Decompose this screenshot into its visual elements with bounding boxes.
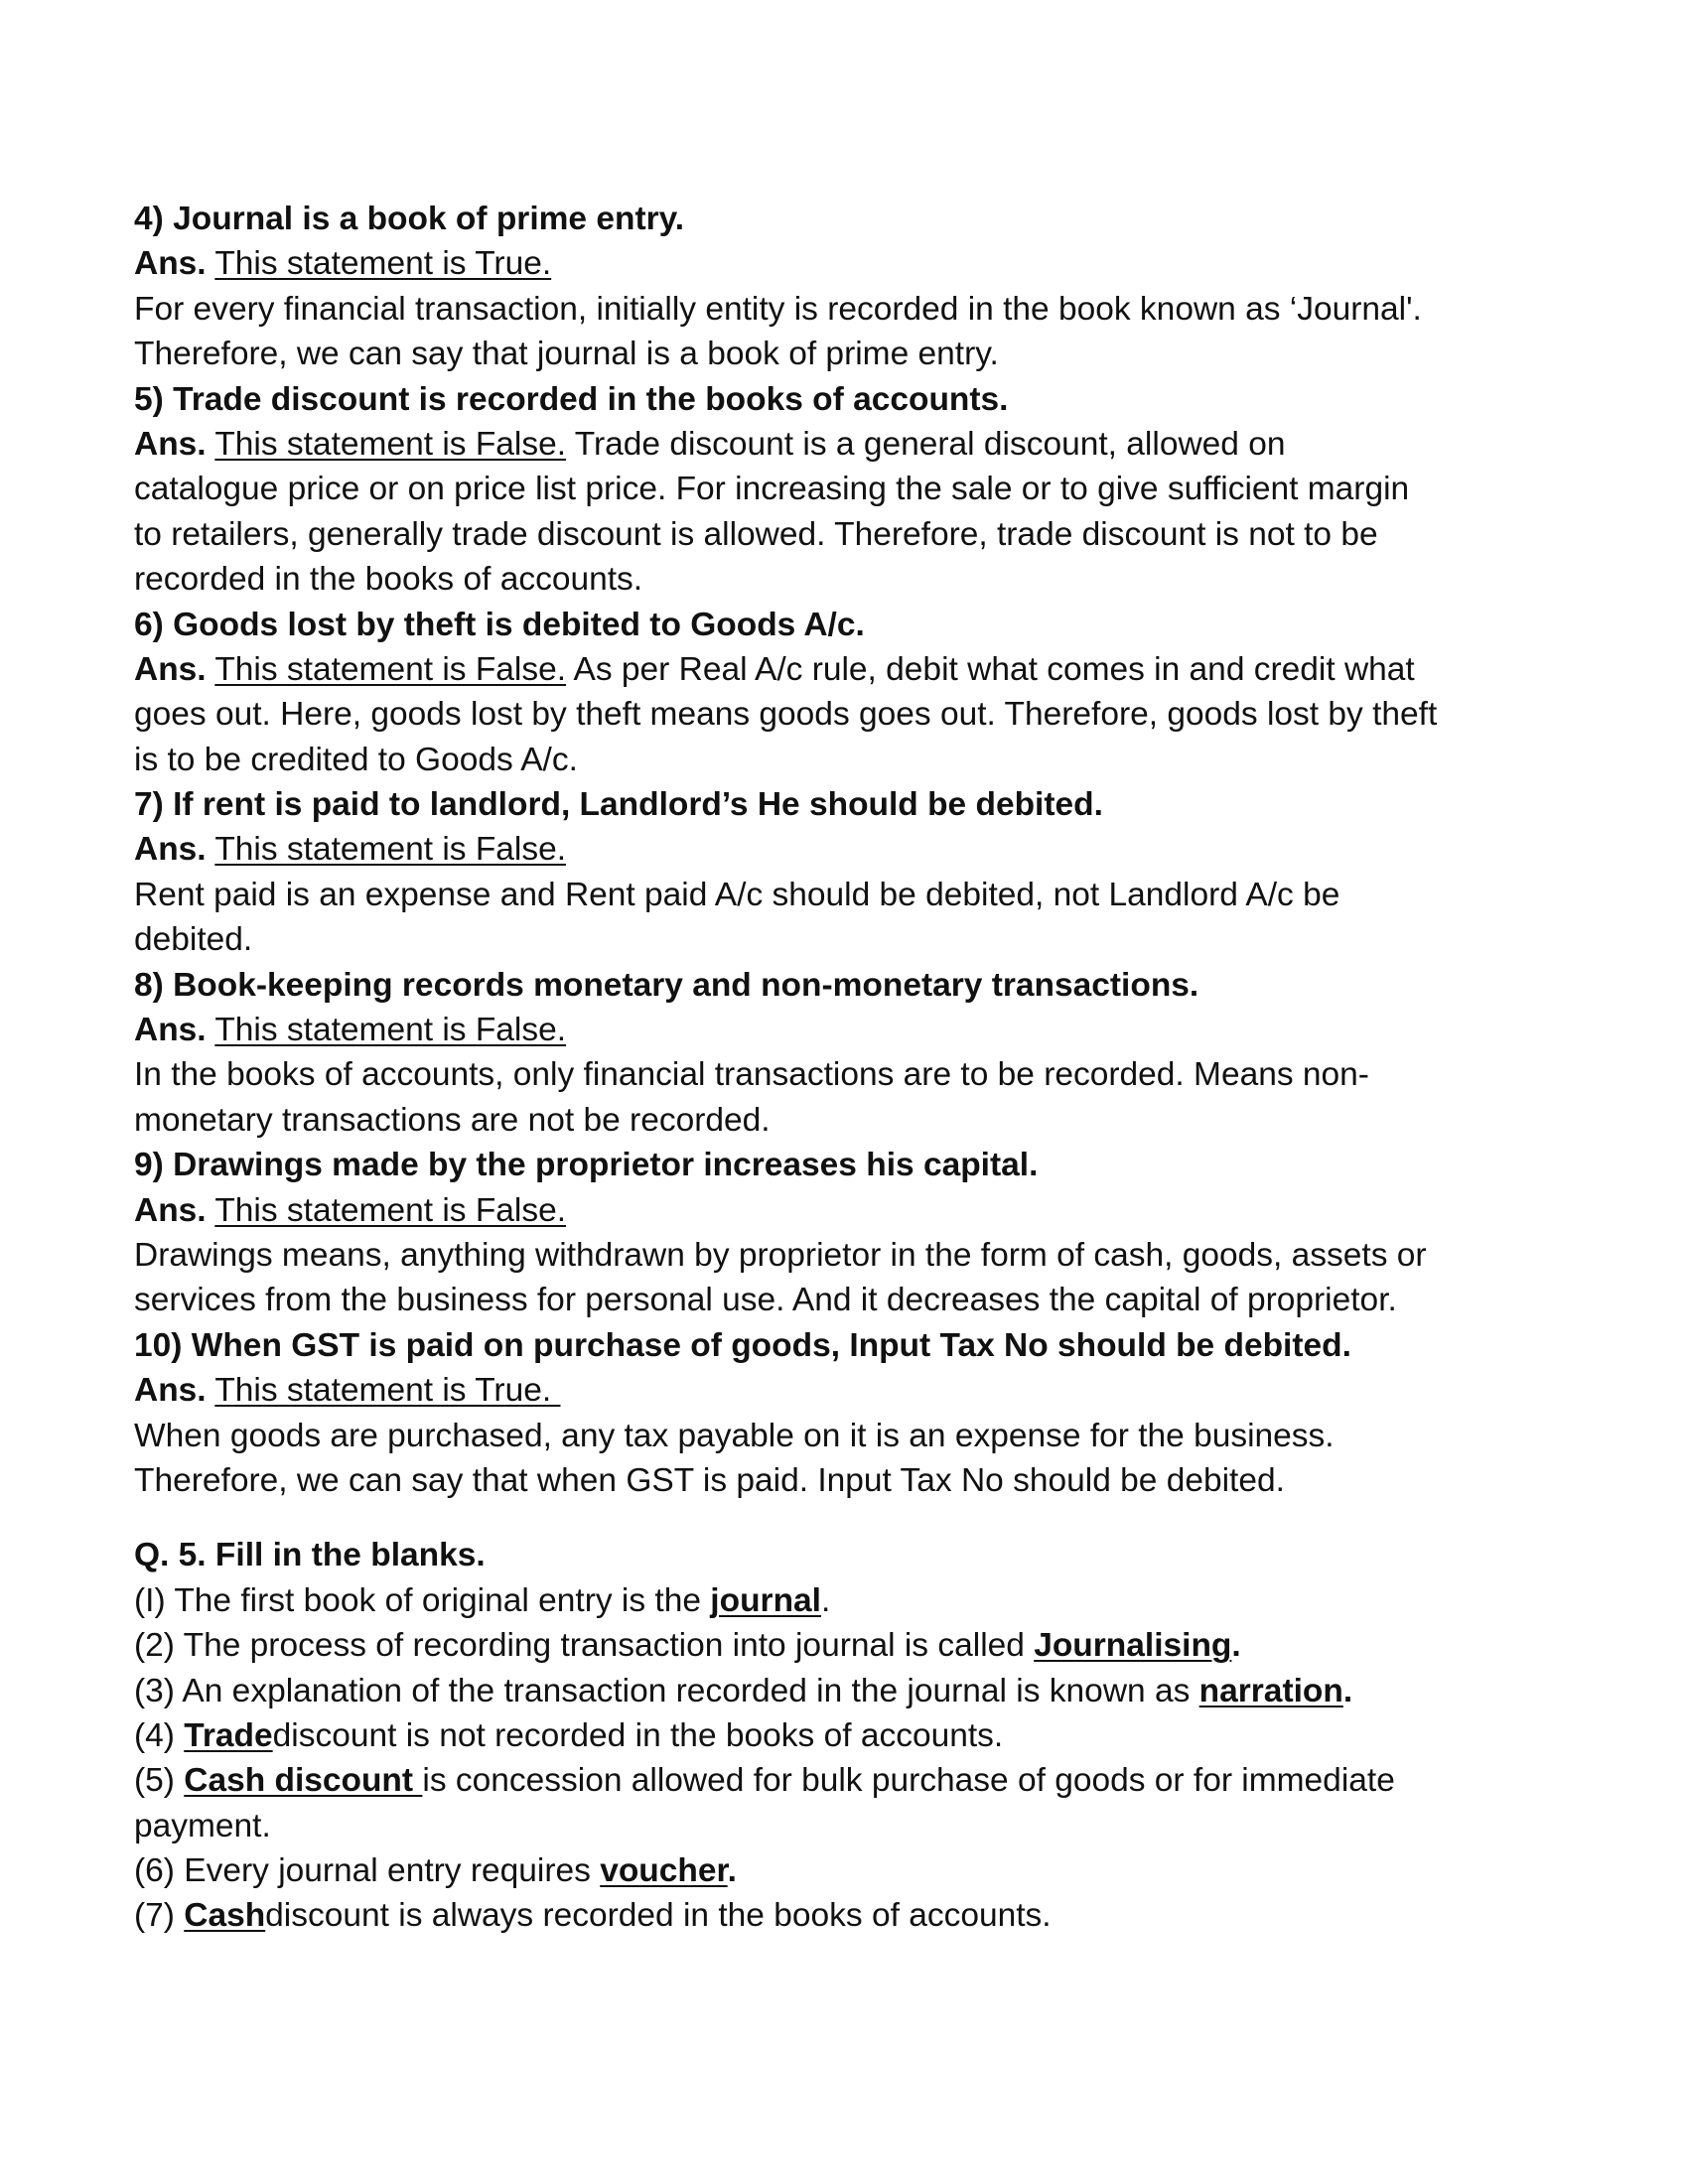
question-5: 5) Trade discount is recorded in the books of accounts. xyxy=(134,380,1009,418)
answer-6 xyxy=(134,647,1564,692)
blank-pre-text: (I) The first book of original entry is the xyxy=(134,1581,711,1619)
question-7: 7) If rent is paid to landlord, Landlord’s He should be debited. xyxy=(134,786,1103,824)
explanation-line: is to be credited to Goods A/c. xyxy=(134,741,578,778)
blank-pre-text: (6) Every journal entry requires xyxy=(134,1852,601,1890)
answer-7 xyxy=(134,827,1564,872)
blank-post-text: . xyxy=(1231,1627,1241,1665)
blank-pre-text: (3) An explanation of the transaction recorded in the journal is known as xyxy=(134,1672,1199,1709)
question-8: 8) Book-keeping records monetary and non-monetary transactions. xyxy=(134,966,1199,1004)
ans-label: Ans. xyxy=(134,1012,207,1049)
explanation-line: Therefore, we can say that journal is a book of prime entry. xyxy=(134,336,999,373)
explanation-line: catalogue price or on price list price. For increasing the sale or to give sufficient margin xyxy=(134,471,1410,508)
fill-blank-line xyxy=(134,1848,1564,1893)
question-6: 6) Goods lost by theft is debited to Goods A/c. xyxy=(134,606,865,643)
blank-post-text: discount is not recorded in the books of accounts. xyxy=(272,1716,1004,1754)
ans-label: Ans. xyxy=(134,831,207,869)
explanation-line: debited. xyxy=(134,921,253,959)
explanation-line: For every financial transaction, initially entity is recorded in the book known as ‘Journal'. xyxy=(134,290,1422,328)
ans-label: Ans. xyxy=(134,425,207,463)
fill-blank-line xyxy=(134,1758,1564,1803)
blank-pre-text: payment. xyxy=(134,1807,271,1844)
blank-answer: Cash xyxy=(184,1897,266,1935)
fill-blank-line xyxy=(134,1804,1564,1848)
fill-blank-line xyxy=(134,1893,1564,1938)
blank-answer: journal xyxy=(710,1581,821,1619)
blank-post-text: discount is always recorded in the books of accounts. xyxy=(265,1897,1052,1935)
explanation-line: Rent paid is an expense and Rent paid A/c should be debited, not Landlord A/c be xyxy=(134,876,1340,913)
blank-pre-text: (7) xyxy=(134,1897,185,1935)
explanation-line: monetary transactions are not be recorded. xyxy=(134,1101,771,1139)
ans-inline-text: Trade discount is a general discount, allowed on xyxy=(566,425,1286,463)
ans-label: Ans. xyxy=(134,1372,207,1410)
ans-statement: This statement is False. xyxy=(214,1012,567,1049)
explanation-line: Drawings means, anything withdrawn by proprietor in the form of cash, goods, assets or xyxy=(134,1236,1427,1274)
ans-label: Ans. xyxy=(134,245,207,283)
question-4: 4) Journal is a book of prime entry. xyxy=(134,201,685,237)
blank-answer: Cash discount xyxy=(184,1762,423,1800)
blank-answer: Trade xyxy=(184,1716,273,1754)
fill-blank-line xyxy=(134,1713,1564,1758)
blank-pre-text: (2) The process of recording transaction into journal is called xyxy=(134,1627,1035,1665)
explanation-line: to retailers, generally trade discount is allowed. Therefore, trade discount is not to be xyxy=(134,515,1378,553)
explanation-line: goes out. Here, goods lost by theft means goods goes out. Therefore, goods lost by theft xyxy=(134,696,1438,734)
fill-blank-line xyxy=(134,1578,1564,1623)
fill-blank-line xyxy=(134,1669,1564,1713)
blank-pre-text: (5) xyxy=(134,1762,185,1800)
question-10: 10) When GST is paid on purchase of goods, Input Tax No should be debited. xyxy=(134,1326,1351,1364)
ans-statement: This statement is True. xyxy=(214,245,552,283)
fill-blanks-heading: Q. 5. Fill in the blanks. xyxy=(134,1537,486,1574)
blank-answer: voucher xyxy=(600,1852,728,1890)
document-page xyxy=(134,197,1564,1939)
blank-post-text: . xyxy=(727,1852,737,1890)
fill-blank-line xyxy=(134,1623,1564,1668)
ans-inline-text: As per Real A/c rule, debit what comes in and credit what xyxy=(566,650,1415,688)
question-9: 9) Drawings made by the proprietor increases his capital. xyxy=(134,1147,1039,1184)
explanation-line: services from the business for personal use. And it decreases the capital of proprietor. xyxy=(134,1282,1397,1319)
answer-8 xyxy=(134,1008,1564,1052)
answer-9 xyxy=(134,1188,1564,1233)
explanation-line: recorded in the books of accounts. xyxy=(134,561,643,599)
answer-10 xyxy=(134,1368,1564,1413)
blank-post-text: . xyxy=(820,1581,831,1619)
blank-post-text: is concession allowed for bulk purchase of goods or for immediate xyxy=(422,1762,1395,1800)
section-spacer xyxy=(134,1503,1564,1533)
explanation-line: In the books of accounts, only financial transactions are to be recorded. Means non- xyxy=(134,1056,1369,1094)
ans-statement: This statement is False. xyxy=(214,425,567,463)
ans-statement: This statement is False. xyxy=(214,1191,567,1229)
blank-post-text: . xyxy=(1342,1672,1353,1709)
explanation-line: When goods are purchased, any tax payable on it is an expense for the business. xyxy=(134,1417,1335,1454)
ans-statement: This statement is False. xyxy=(214,650,567,688)
blank-answer: narration xyxy=(1198,1672,1343,1709)
ans-label: Ans. xyxy=(134,1191,207,1229)
blank-pre-text: (4) xyxy=(134,1716,185,1754)
ans-statement: This statement is False. xyxy=(214,831,567,869)
ans-label: Ans. xyxy=(134,650,207,688)
blank-answer: Journalising xyxy=(1034,1627,1232,1665)
answer-5 xyxy=(134,422,1564,467)
answer-4 xyxy=(134,241,1564,286)
explanation-line: Therefore, we can say that when GST is paid. Input Tax No should be debited. xyxy=(134,1461,1285,1499)
ans-statement: This statement is True. xyxy=(214,1372,561,1410)
